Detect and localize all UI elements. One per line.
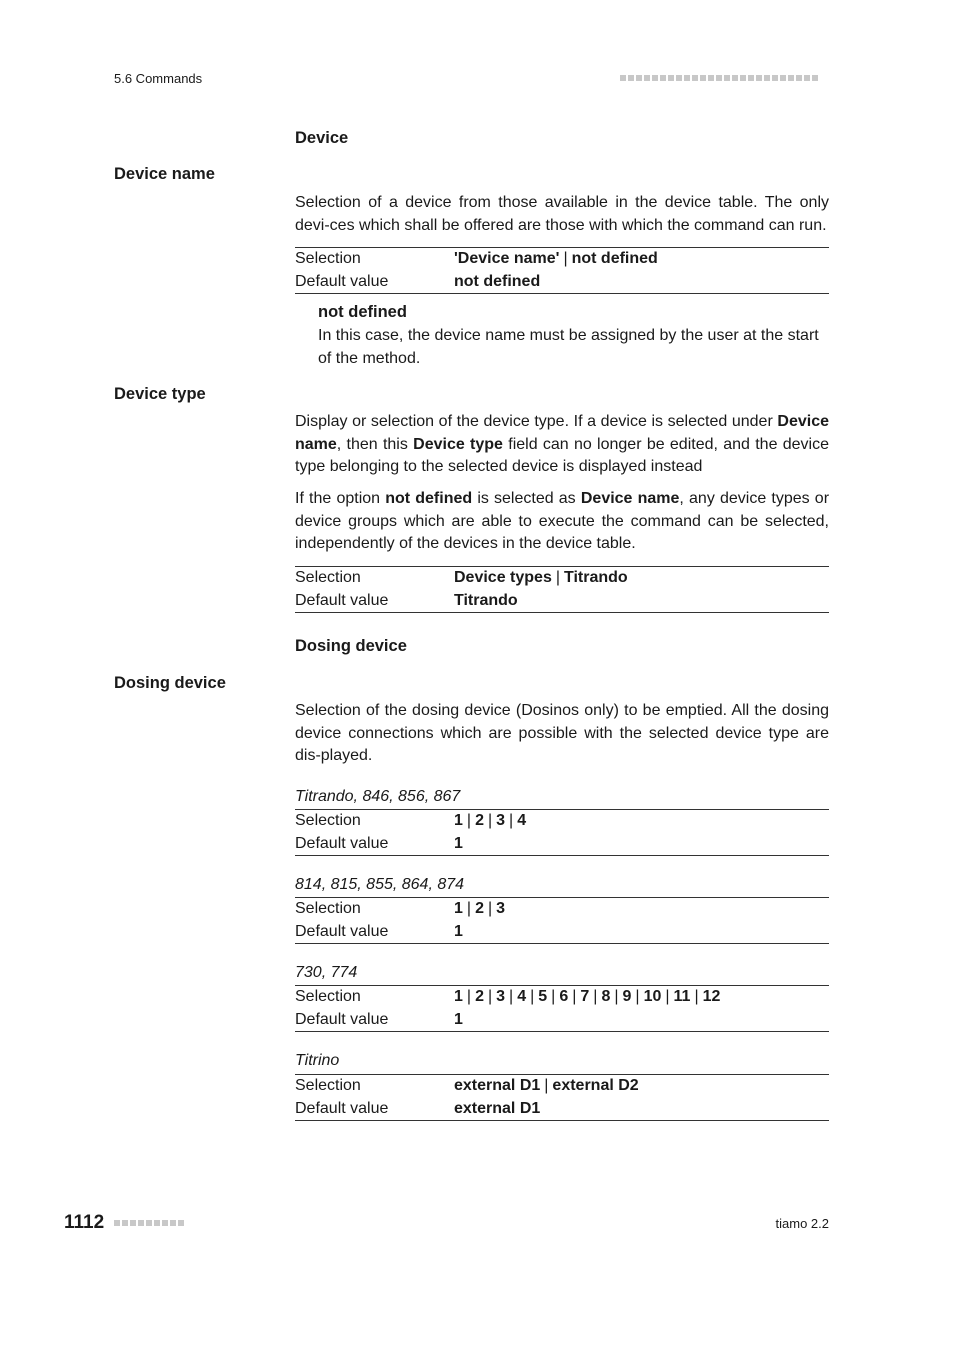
device-name-description: Selection of a device from those available in the device table. The only devi-ces which shall be offered are those with which the command can run.: [295, 194, 829, 234]
device-type-description-2: If the option not defined is selected as Device name, any device types or device groups which are able to execute the command can be selected, independently of the devices in the device table.: [295, 490, 830, 552]
table-row: [295, 567, 829, 590]
selection-values: [454, 986, 829, 1009]
separator: |: [466, 988, 472, 1005]
table-row: [295, 898, 829, 921]
selection-key: Selection: [295, 569, 361, 586]
selection-option: 4: [517, 812, 527, 829]
param-label-device-name: Device name: [114, 165, 215, 183]
selection-values: 'Device name' | not defined: [454, 250, 658, 267]
default-key: Default value: [295, 272, 389, 290]
table-row: [295, 810, 829, 833]
table-row: [295, 921, 829, 944]
option-description-not-defined: In this case, the device name must be assigned by the user at the start of the method.: [318, 327, 819, 367]
param-label-device-type: Device type: [114, 385, 206, 403]
dosing-param-table: [295, 985, 829, 1032]
selection-option: 7: [580, 988, 590, 1005]
table-row: [295, 986, 829, 1009]
selection-key: Selection: [295, 900, 361, 917]
product-name: tiamo 2.2: [775, 1216, 829, 1231]
selection-option: 12: [702, 988, 721, 1005]
table-row: [295, 833, 829, 856]
selection-option: external D1: [454, 1077, 541, 1094]
header-decoration-dots: [620, 75, 818, 81]
dosing-param-table: [295, 897, 829, 944]
selection-option: 3: [496, 812, 506, 829]
default-value: not defined: [454, 272, 541, 290]
selection-key: Selection: [295, 988, 361, 1005]
default-value: 1: [454, 834, 463, 852]
selection-option: 8: [601, 988, 611, 1005]
selection-option: 3: [496, 900, 506, 917]
footer-decoration-dots: [114, 1220, 184, 1226]
separator: |: [487, 988, 493, 1005]
default-key: Default value: [295, 1099, 389, 1117]
default-key: Default value: [295, 591, 389, 609]
section-heading-dosing-device: Dosing device: [295, 637, 407, 655]
default-key: Default value: [295, 834, 389, 852]
separator: |: [665, 988, 670, 1005]
selection-option: 9: [622, 988, 632, 1005]
selection-key: Selection: [295, 250, 361, 267]
selection-option: 1: [454, 900, 463, 917]
dosing-device-description: Selection of the dosing device (Dosinos only) to be emptied. All the dosing device connections which are possible with the selected device type are dis-played.: [295, 702, 829, 764]
separator: |: [509, 812, 514, 829]
default-key: Default value: [295, 922, 389, 940]
selection-option: 2: [475, 988, 484, 1005]
selection-option: external D2: [552, 1077, 639, 1094]
separator: |: [466, 900, 472, 917]
device-type-description-1: Display or selection of the device type. If a device is selected under Device name, then this Device type field can no longer be edited, and the device type belonging to the selected device is displayed instead: [295, 413, 830, 475]
separator: |: [530, 988, 535, 1005]
selection-option: 2: [475, 812, 484, 829]
param-label-dosing-device: Dosing device: [114, 674, 226, 692]
separator: |: [509, 988, 514, 1005]
device-group-title: 730, 774: [295, 964, 358, 981]
selection-option: 10: [643, 988, 662, 1005]
default-value: 1: [454, 1010, 463, 1028]
dosing-param-table: [295, 809, 829, 856]
separator: |: [694, 988, 699, 1005]
selection-option: 1: [454, 812, 463, 829]
selection-option: 4: [517, 988, 527, 1005]
option-title-not-defined: not defined: [318, 303, 407, 321]
separator: |: [487, 812, 493, 829]
table-row: [295, 248, 829, 271]
separator: |: [466, 812, 472, 829]
separator: |: [635, 988, 640, 1005]
selection-values: [454, 1075, 829, 1098]
selection-option: 5: [538, 988, 548, 1005]
separator: |: [572, 988, 577, 1005]
table-row: [295, 1009, 829, 1032]
selection-option: 3: [496, 988, 506, 1005]
device-name-param-table: [295, 247, 829, 294]
default-value: Titrando: [454, 591, 518, 609]
selection-option: 1: [454, 988, 463, 1005]
separator: |: [593, 988, 598, 1005]
separator: |: [551, 988, 556, 1005]
separator: |: [544, 1077, 549, 1094]
default-key: Default value: [295, 1010, 389, 1028]
selection-option: 11: [673, 988, 691, 1005]
table-row: [295, 1075, 829, 1098]
device-group-title: Titrando, 846, 856, 867: [295, 788, 461, 805]
running-header-section: 5.6 Commands: [114, 71, 203, 86]
table-row: [295, 1098, 829, 1121]
separator: |: [614, 988, 619, 1005]
device-type-param-table: [295, 566, 829, 613]
selection-values: Device types | Titrando: [454, 569, 628, 586]
table-row: [295, 590, 829, 613]
dosing-param-table: [295, 1074, 829, 1121]
device-group-title: 814, 815, 855, 864, 874: [295, 876, 465, 893]
page-number: 1112: [64, 1212, 105, 1233]
default-value: external D1: [454, 1099, 541, 1117]
selection-key: Selection: [295, 1077, 361, 1094]
selection-values: [454, 810, 829, 833]
separator: |: [487, 900, 493, 917]
device-group-title: Titrino: [295, 1052, 340, 1069]
section-heading-device: Device: [295, 129, 349, 147]
default-value: 1: [454, 922, 463, 940]
table-row: [295, 271, 829, 294]
selection-option: 2: [475, 900, 484, 917]
selection-values: [454, 898, 829, 921]
selection-key: Selection: [295, 812, 361, 829]
selection-option: 6: [559, 988, 569, 1005]
